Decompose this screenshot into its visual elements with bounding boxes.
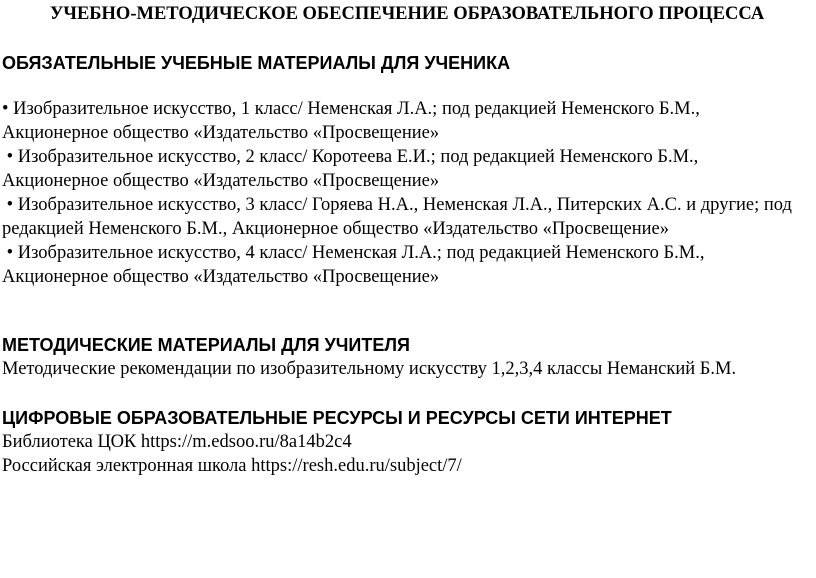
list-item: • Изобразительное искусство, 2 класс/ Коротеева Е.И.; под редакцией Неменского Б.М., Акционерное общество «Издательство «Просвещение» <box>2 147 703 191</box>
page-title: УЧЕБНО-МЕТОДИЧЕСКОЕ ОБЕСПЕЧЕНИЕ ОБРАЗОВАТЕЛЬНОГО ПРОЦЕССА <box>49 4 765 24</box>
list-item: • Изобразительное искусство, 3 класс/ Горяева Н.А., Неменская Л.А., Питерских А.С. и другие; под редакцией Неменского Б.М., Акционерное общество «Издательство «Просвещение» <box>2 195 797 239</box>
digital-resource-line: Библиотека ЦОК https://m.edsoo.ru/8a14b2c4 <box>2 432 352 452</box>
list-item: • Изобразительное искусство, 4 класс/ Неменская Л.А.; под редакцией Неменского Б.М., Акционерное общество «Издательство «Просвещение» <box>2 243 710 287</box>
student-materials-heading: ОБЯЗАТЕЛЬНЫЕ УЧЕБНЫЕ МАТЕРИАЛЫ ДЛЯ УЧЕНИКА <box>2 53 511 73</box>
list-item: • Изобразительное искусство, 1 класс/ Неменская Л.А.; под редакцией Неменского Б.М., Акционерное общество «Издательство «Просвещение» <box>2 99 700 143</box>
teacher-materials-text: Методические рекомендации по изобразительному искусству 1,2,3,4 классы Неманский Б.М. <box>2 359 737 379</box>
teacher-materials-heading: МЕТОДИЧЕСКИЕ МАТЕРИАЛЫ ДЛЯ УЧИТЕЛЯ <box>2 335 410 355</box>
student-materials-list <box>2 97 804 289</box>
digital-resources-heading: ЦИФРОВЫЕ ОБРАЗОВАТЕЛЬНЫЕ РЕСУРСЫ И РЕСУРСЫ СЕТИ ИНТЕРНЕТ <box>2 408 672 428</box>
digital-resource-line: Российская электронная школа https://resh.edu.ru/subject/7/ <box>2 456 462 476</box>
